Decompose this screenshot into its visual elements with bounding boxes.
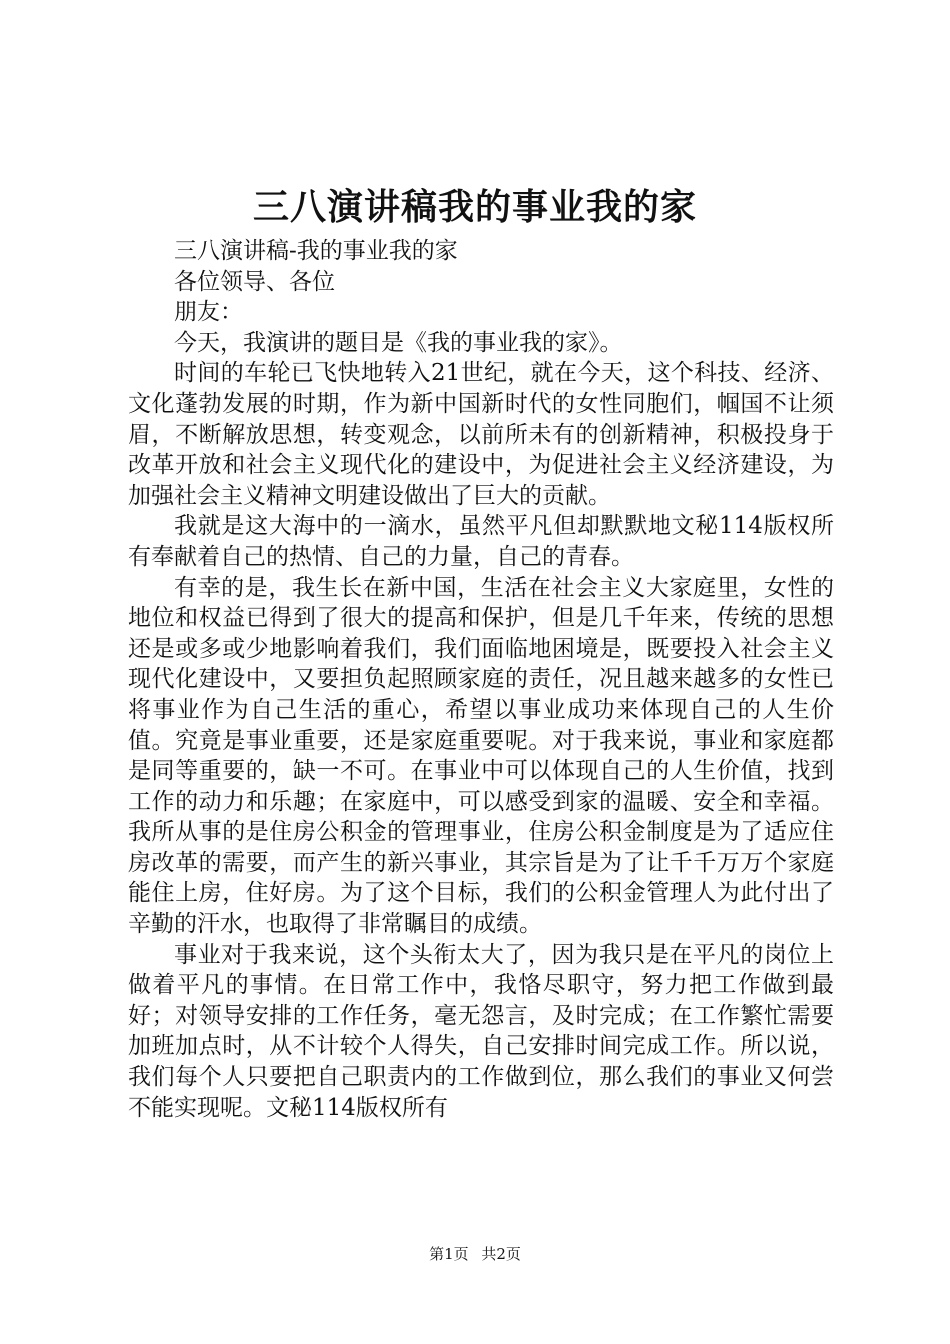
paragraph-duty: 事业对于我来说，这个头衔太大了，因为我只是在平凡的岗位上做着平凡的事情。在日常工作中，我恪尽职守，努力把工作做到最好；对领导安排的工作任务，毫无怨言，及时完成；在工作繁忙需要加班加点时，从不计较个人得失，自己安排时间完成工作。所以说，我们每个人只要把自己职责内的工作做到位，那么我们的事业又何尝不能实现呢。文秘114版权所有 bbox=[128, 941, 834, 1121]
document-title: 三八演讲稿我的事业我的家 bbox=[252, 186, 697, 228]
page-total: 共2页 bbox=[481, 1245, 521, 1263]
paragraph-greeting-2: 朋友： bbox=[174, 299, 243, 326]
paragraph-drop: 我就是这大海中的一滴水，虽然平凡但却默默地文秘114版权所有奉献着自己的热情、自己的力量，自己的青春。 bbox=[128, 513, 834, 570]
paragraph-intro: 时间的车轮已飞快地转入21世纪，就在今天，这个科技、经济、文化蓬勃发展的时期，作为新中国新时代的女性同胞们，帼国不让须眉，不断解放思想，转变观念，以前所未有的创新精神，积极投身于改革开放和社会主义现代化的建设中，为促进社会主义经济建设，为加强社会主义精神文明建设做出了巨大的贡献。 bbox=[128, 360, 834, 509]
document-body bbox=[128, 236, 834, 1123]
paragraph-subtitle: 三八演讲稿-我的事业我的家 bbox=[174, 238, 458, 264]
paragraph-topic: 今天，我演讲的题目是《我的事业我的家》。 bbox=[174, 329, 623, 356]
paragraph-greeting-1: 各位领导、各位 bbox=[174, 268, 335, 295]
page-footer bbox=[0, 1244, 950, 1264]
page-number: 第1页 bbox=[429, 1245, 469, 1263]
paragraph-career-family: 有幸的是，我生长在新中国，生活在社会主义大家庭里，女性的地位和权益已得到了很大的提高和保护，但是几千年来，传统的思想还是或多或少地影响着我们，我们面临地困境是，既要投入社会主义现代化建设中，又要担负起照顾家庭的责任，况且越来越多的女性已将事业作为自己生活的重心，希望以事业成功来体现自己的人生价值。究竟是事业重要，还是家庭重要呢。对于我来说，事业和家庭都是同等重要的，缺一不可。在事业中可以体现自己的人生价值，找到工作的动力和乐趣；在家庭中，可以感受到家的温暖、安全和幸福。我所从事的是住房公积金的管理事业，住房公积金制度是为了适应住房改革的需要，而产生的新兴事业，其宗旨是为了让千千万万个家庭能住上房，住好房。为了这个目标，我们的公积金管理人为此付出了辛勤的汗水，也取得了非常瞩目的成绩。 bbox=[128, 574, 834, 938]
